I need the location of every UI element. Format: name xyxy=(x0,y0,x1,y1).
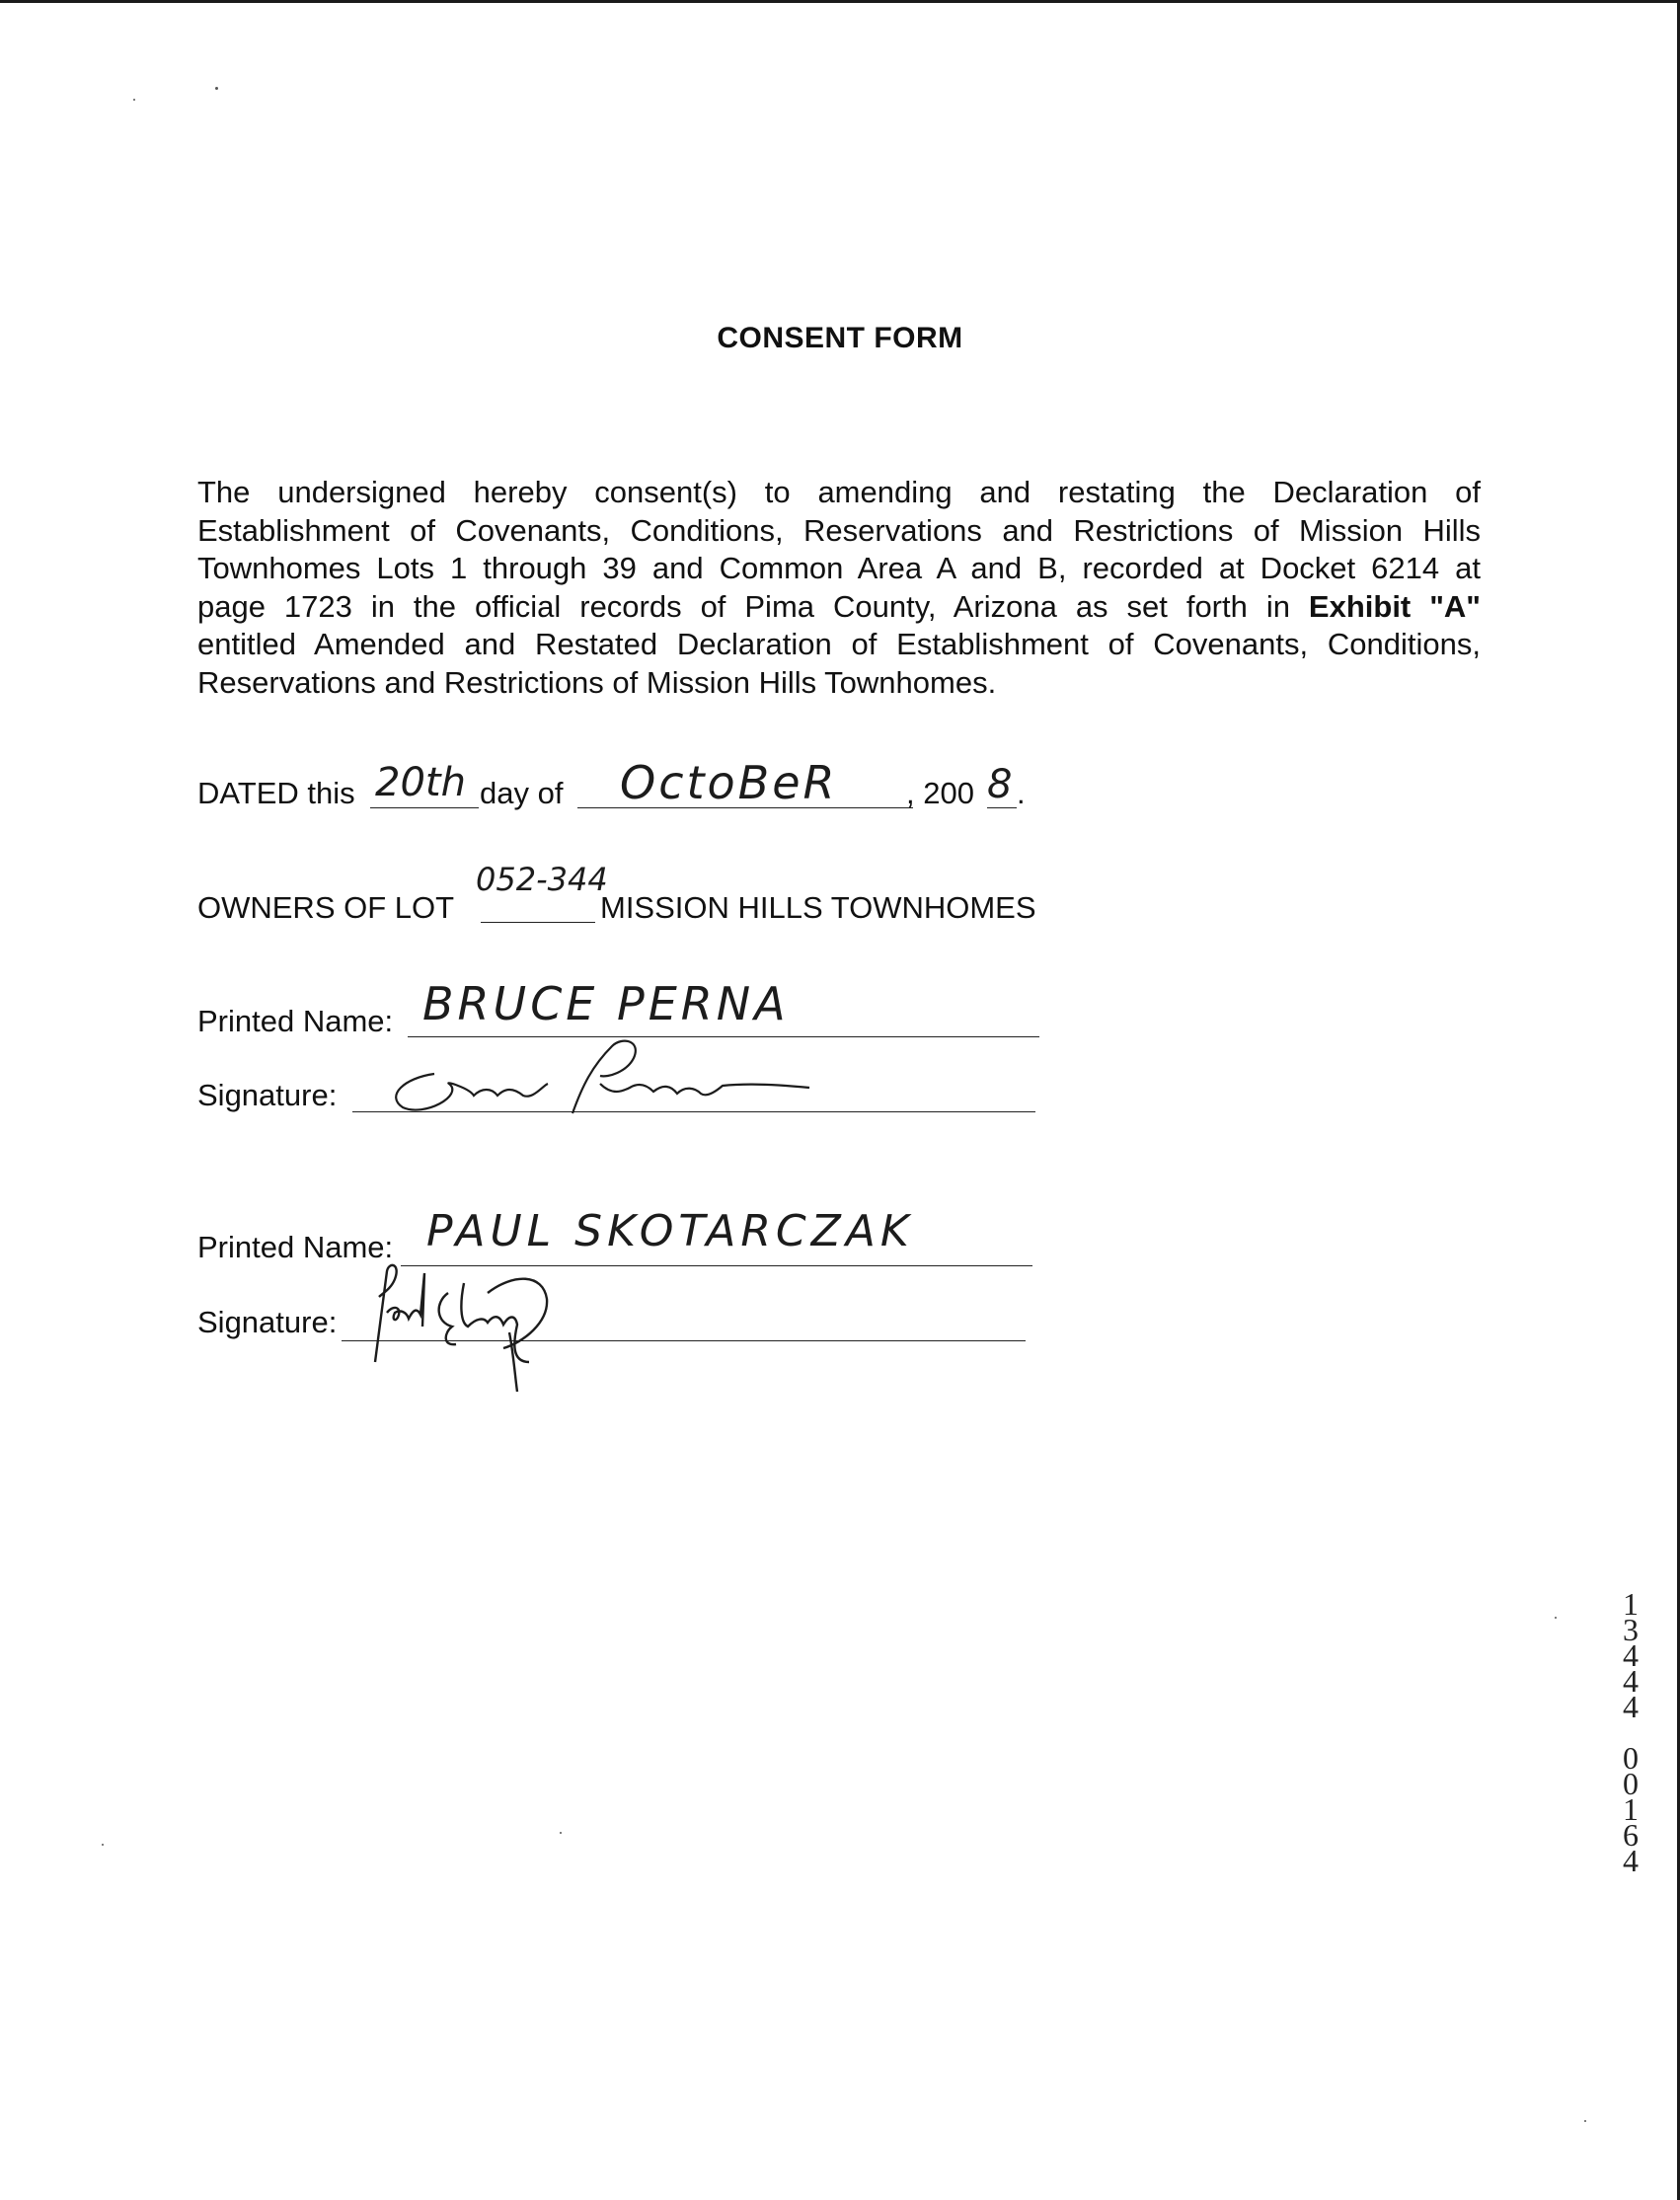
scan-edge-top xyxy=(0,0,1680,3)
paragraph-line: Reservations and Restrictions of Mission Hills Townhomes. xyxy=(197,664,997,700)
bates-digit: 1 xyxy=(1623,1791,1639,1827)
scan-speck xyxy=(1555,1617,1557,1619)
scan-speck xyxy=(1584,2120,1586,2122)
exhibit-reference: Exhibit "A" xyxy=(1308,588,1482,624)
paragraph-line: Townhomes Lots 1 through 39 and Common Area A and B, recorded at Docket 6214 at xyxy=(197,551,1481,585)
consent-paragraph xyxy=(197,474,1481,702)
year-prefix: , 200 xyxy=(906,776,974,810)
paragraph-line: The undersigned hereby consent(s) to amending and restating the Declaration of xyxy=(197,475,1481,509)
year-handwritten: 8 xyxy=(987,762,1013,807)
dated-suffix: . xyxy=(1017,776,1026,810)
bates-digit: 4 xyxy=(1623,1843,1639,1878)
bates-digit: 4 xyxy=(1623,1663,1639,1699)
owners-prefix: OWNERS OF LOT xyxy=(197,890,455,925)
bates-digit: 3 xyxy=(1623,1612,1639,1647)
dated-middle: day of xyxy=(480,776,564,810)
printed-name-handwritten: BRUCE PERNA xyxy=(422,977,790,1030)
lot-handwritten: 052-344 xyxy=(476,861,608,898)
bates-digit: 0 xyxy=(1623,1740,1639,1776)
month-handwritten: OctoBeR xyxy=(620,756,838,809)
printed-name-handwritten: PAUL SKOTARCZAK xyxy=(426,1206,914,1256)
bates-digit: 6 xyxy=(1623,1817,1639,1853)
signature-label: Signature: xyxy=(197,1078,338,1112)
bates-digit: 1 xyxy=(1623,1586,1639,1622)
signature-image xyxy=(375,1026,849,1125)
bates-digit: 0 xyxy=(1623,1766,1639,1801)
scan-speck xyxy=(560,1832,562,1834)
signature-image xyxy=(365,1253,661,1402)
dated-prefix: DATED this xyxy=(197,776,355,810)
printed-name-label: Printed Name: xyxy=(197,1230,394,1264)
paragraph-line: Establishment of Covenants, Conditions, Reservations and Restrictions of Mission Hills xyxy=(197,512,1481,548)
printed-name-label: Printed Name: xyxy=(197,1004,394,1038)
bates-digit: 4 xyxy=(1623,1689,1639,1724)
paragraph-line-text: page 1723 in the official records of Pima County, Arizona as set forth in xyxy=(197,588,1290,624)
bates-stamp xyxy=(1611,1586,1650,1878)
bates-digit: 4 xyxy=(1623,1637,1639,1673)
year-underline xyxy=(987,807,1017,808)
day-handwritten: 20th xyxy=(375,760,466,805)
owners-suffix: MISSION HILLS TOWNHOMES xyxy=(600,890,1036,925)
signature-label: Signature: xyxy=(197,1305,338,1339)
scan-speck xyxy=(133,99,135,101)
day-underline xyxy=(370,807,479,808)
form-title: CONSENT FORM xyxy=(717,322,963,354)
paragraph-line xyxy=(197,588,1481,627)
scan-speck xyxy=(215,87,218,90)
scan-speck xyxy=(102,1844,104,1846)
paragraph-line: entitled Amended and Restated Declaration of Establishment of Covenants, Conditions, xyxy=(197,627,1481,661)
lot-underline xyxy=(481,922,595,923)
